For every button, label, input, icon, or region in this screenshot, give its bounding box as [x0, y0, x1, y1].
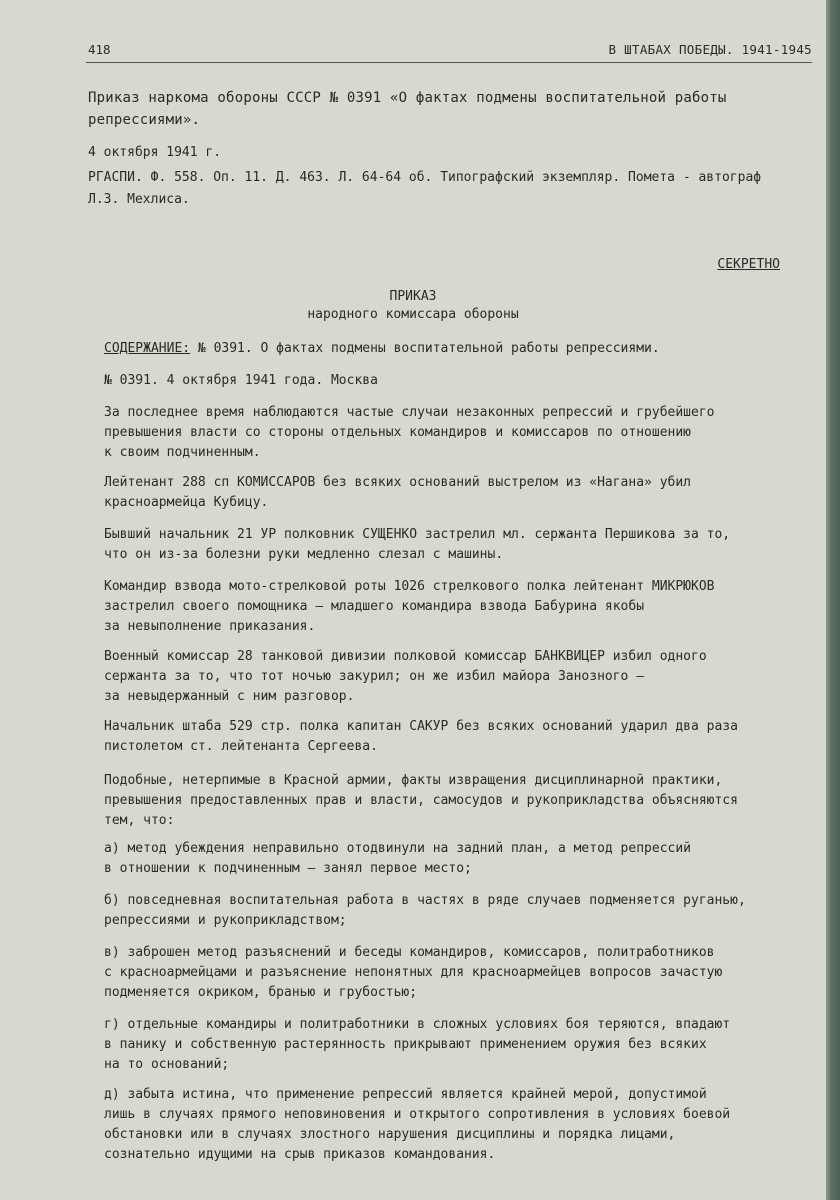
- body-line: пистолетом ст. лейтенанта Сергеева.: [104, 739, 378, 754]
- body-line: Начальник штаба 529 стр. полка капитан САКУР без всяких оснований ударил два раза: [104, 719, 738, 734]
- body-line: Военный комиссар 28 танковой дивизии полковой комиссар БАНКВИЦЕР избил одного: [104, 649, 707, 664]
- body-line: лишь в случаях прямого неповиновения и открытого сопротивления в условиях боевой: [104, 1107, 731, 1122]
- body-line: Лейтенант 288 сп КОМИССАРОВ без всяких оснований выстрелом из «Нагана» убил: [104, 475, 691, 490]
- document-title-line-2: репрессиями».: [88, 112, 201, 128]
- body-line: превышения предоставленных прав и власти, самосудов и рукоприкладства объясняются: [104, 793, 738, 808]
- body-line: Бывший начальник 21 УР полковник СУЩЕНКО застрелил мл. сержанта Першикова за то,: [104, 527, 731, 542]
- body-line: обстановки или в случаях злостного нарушения дисциплины и порядка лицами,: [104, 1127, 676, 1142]
- body-line: Командир взвода мото-стрелковой роты 1026 стрелкового полка лейтенант МИКРЮКОВ: [104, 579, 715, 594]
- body-line: за невыполнение приказания.: [104, 619, 316, 634]
- body-line: что он из-за болезни руки медленно слезал с машины.: [104, 547, 504, 562]
- body-line: б) повседневная воспитательная работа в частях в ряде случаев подменяется руганью,: [104, 893, 746, 908]
- body-line: в панику и собственную растерянность прикрывают применением оружия без всяких: [104, 1037, 707, 1052]
- body-line: за невыдержанный с ним разговор.: [104, 689, 355, 704]
- body-line: Подобные, нетерпимые в Красной армии, факты извращения дисциплинарной практики,: [104, 773, 723, 788]
- body-line: в отношении к подчиненным — занял первое место;: [104, 861, 472, 876]
- body-line: на то оснований;: [104, 1057, 230, 1072]
- body-line: а) метод убеждения неправильно отодвинули на задний план, а метод репрессий: [104, 841, 691, 856]
- body-line: к своим подчиненным.: [104, 445, 261, 460]
- body-line: подменяется окриком, бранью и грубостью;: [104, 985, 418, 1000]
- running-header-book-title: В ШТАБАХ ПОБЕДЫ. 1941-1945: [608, 42, 812, 57]
- page-number: 418: [88, 42, 111, 57]
- body-line: сержанта за то, что тот ночью закурил; он же избил майора Занозного —: [104, 669, 645, 684]
- order-heading: ПРИКАЗ: [389, 289, 437, 304]
- contents-text: № 0391. О фактах подмены воспитательной работы репрессиями.: [190, 341, 660, 356]
- body-line: д) забыта истина, что применение репрессий является крайней мерой, допустимой: [104, 1087, 707, 1102]
- body-line: За последнее время наблюдаются частые случаи незаконных репрессий и грубейшего: [104, 405, 715, 420]
- body-line: превышения власти со стороны отдельных командиров и комиссаров по отношению: [104, 425, 691, 440]
- body-line: сознательно идущими на срыв приказов командования.: [104, 1147, 496, 1162]
- book-binding-edge: [826, 0, 840, 1200]
- secrecy-stamp: СЕКРЕТНО: [717, 257, 780, 272]
- document-title-line-1: Приказ наркома обороны СССР № 0391 «О фактах подмены воспитательной работы: [88, 90, 727, 106]
- contents-label: СОДЕРЖАНИЕ:: [104, 341, 191, 356]
- order-number-date: № 0391. 4 октября 1941 года. Москва: [104, 373, 378, 388]
- body-line: застрелил своего помощника — младшего командира взвода Бабурина якобы: [104, 599, 645, 614]
- body-line: г) отдельные командиры и политработники в сложных условиях боя теряются, впадают: [104, 1017, 731, 1032]
- body-line: в) заброшен метод разъяснений и беседы командиров, комиссаров, политработников: [104, 945, 715, 960]
- archive-source-line-1: РГАСПИ. Ф. 558. Оп. 11. Д. 463. Л. 64-64 об. Типографский экземпляр. Помета - автограф: [88, 170, 762, 185]
- archive-source-line-2: Л.З. Мехлиса.: [88, 192, 190, 207]
- order-subheading: народного комиссара обороны: [307, 307, 519, 322]
- body-line: с красноармейцами и разъяснение непонятных для красноармейцев вопросов зачастую: [104, 965, 723, 980]
- document-date: 4 октября 1941 г.: [88, 145, 222, 160]
- body-line: тем, что:: [104, 813, 175, 828]
- contents-line: [104, 338, 660, 360]
- header-rule: [86, 62, 812, 63]
- body-line: красноармейца Кубицу.: [104, 495, 269, 510]
- body-line: репрессиями и рукоприкладством;: [104, 913, 347, 928]
